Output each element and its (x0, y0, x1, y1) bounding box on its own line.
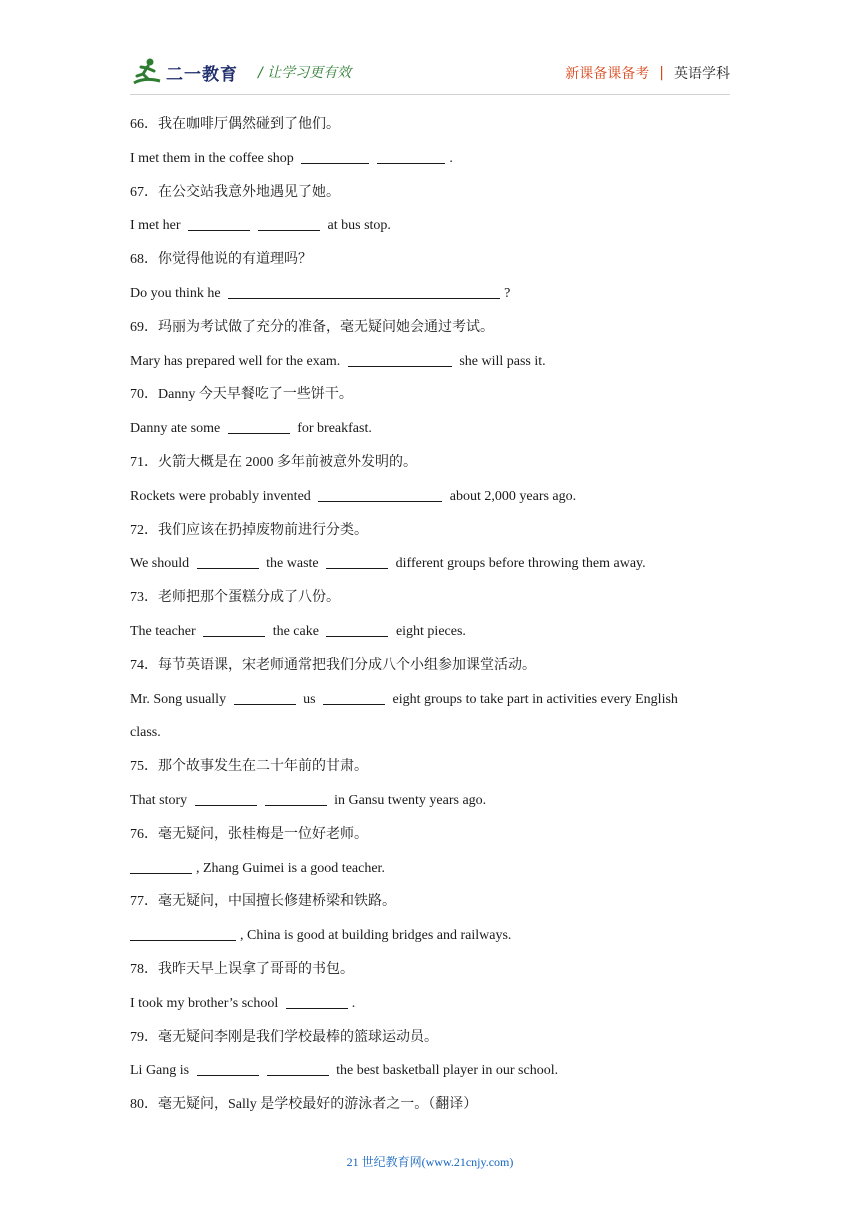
exercise-line (130, 480, 730, 514)
line-text: Do you think he (130, 285, 225, 301)
line-text: . (449, 150, 453, 166)
exercise-line (130, 615, 730, 649)
subject-label: 英语学科 (674, 66, 730, 82)
series-label: 新课备课备考 (565, 66, 650, 82)
line-text: about 2,000 years ago. (446, 488, 577, 504)
answer-blank[interactable] (286, 992, 348, 1009)
line-text: the best basketball player in our school. (332, 1063, 559, 1079)
answer-blank[interactable] (265, 789, 327, 806)
line-text: 66．我在咖啡厅偶然碰到了他们。 (130, 117, 340, 132)
line-text: We should (130, 556, 193, 572)
line-text: eight groups to take part in activities every English (389, 691, 678, 707)
answer-blank[interactable] (326, 552, 388, 569)
answer-blank[interactable] (348, 350, 452, 367)
answer-blank[interactable] (377, 147, 445, 164)
page-footer: 21 世纪教育网(www.21cnjy.com) (346, 1155, 514, 1169)
answer-blank[interactable] (188, 214, 250, 231)
header-separator: | (659, 65, 664, 81)
exercise-line (130, 176, 730, 210)
answer-blank[interactable] (326, 620, 388, 637)
line-text: eight pieces. (392, 623, 466, 639)
line-text: 79．毫无疑问李刚是我们学校最棒的篮球运动员。 (130, 1029, 438, 1045)
answer-blank[interactable] (195, 789, 257, 806)
line-text: different groups before throwing them away. (392, 556, 646, 572)
line-text: Rockets were probably invented (130, 488, 315, 504)
exercise-list (130, 108, 730, 1122)
answer-blank[interactable] (267, 1059, 329, 1076)
line-text: 74．每节英语课，宋老师通常把我们分成八个小组参加课堂活动。 (130, 657, 536, 673)
line-text: 67．在公交站我意外地遇见了她。 (130, 184, 340, 200)
line-text: us (299, 691, 320, 707)
exercise-line (130, 649, 730, 683)
answer-blank[interactable] (301, 147, 369, 164)
line-text: ? (504, 285, 511, 301)
answer-blank[interactable] (318, 485, 442, 502)
exercise-line (130, 277, 730, 311)
exercise-line (130, 953, 730, 987)
exercise-line (130, 243, 730, 277)
exercise-line (130, 345, 730, 379)
exercise-line (130, 1021, 730, 1055)
line-text: 70．Danny 今天早餐吃了一些饼干。 (130, 387, 353, 403)
answer-blank[interactable] (228, 417, 290, 434)
line-text: 71．火箭大概是在 2000 多年前被意外发明的。 (130, 454, 417, 470)
exercise-line (130, 378, 730, 412)
line-text: 73．老师把那个蛋糕分成了八份。 (130, 590, 340, 606)
line-text: at bus stop. (324, 218, 391, 234)
exercise-line (130, 311, 730, 345)
line-text: , China is good at building bridges and railways. (240, 928, 512, 944)
exercise-line (130, 750, 730, 784)
logo (130, 56, 238, 88)
answer-blank[interactable] (234, 688, 296, 705)
line-text: Danny ate some (130, 421, 224, 437)
exercise-line (130, 885, 730, 919)
line-text: 72．我们应该在扔掉废物前进行分类。 (130, 522, 368, 538)
exercise-line (130, 446, 730, 480)
line-text: class. (130, 725, 161, 741)
exercise-line (130, 547, 730, 581)
answer-blank[interactable] (258, 214, 320, 231)
line-text: , Zhang Guimei is a good teacher. (196, 860, 385, 876)
line-text: Mary has prepared well for the exam. (130, 353, 344, 369)
exercise-line (130, 987, 730, 1021)
answer-blank[interactable] (228, 282, 500, 299)
line-text: 69．玛丽为考试做了充分的准备，毫无疑问她会通过考试。 (130, 319, 494, 335)
exercise-line (130, 716, 730, 750)
exercise-line (130, 852, 730, 886)
exercise-line (130, 919, 730, 953)
line-text: Li Gang is (130, 1063, 193, 1079)
answer-blank[interactable] (203, 620, 265, 637)
line-text: 68．你觉得他说的有道理吗？ (130, 252, 312, 268)
line-text: That story (130, 792, 191, 808)
exercise-line (130, 142, 730, 176)
slogan: / 让学习更有效 (258, 65, 352, 81)
running-man-icon (130, 57, 164, 87)
line-text: she will pass it. (455, 353, 546, 369)
line-text: The teacher (130, 623, 200, 639)
line-text: 75．那个故事发生在二十年前的甘肃。 (130, 759, 368, 775)
answer-blank[interactable] (130, 924, 236, 941)
line-text: the waste (262, 556, 323, 572)
exercise-line (130, 818, 730, 852)
exercise-line (130, 1088, 730, 1122)
answer-blank[interactable] (197, 1059, 259, 1076)
line-text: 80．毫无疑问，Sally 是学校最好的游泳者之一。（翻译） (130, 1097, 478, 1113)
answer-blank[interactable] (130, 857, 192, 874)
exercise-line (130, 1054, 730, 1088)
exercise-line (130, 514, 730, 548)
line-text: for breakfast. (293, 421, 372, 437)
line-text: 76．毫无疑问，张桂梅是一位好老师。 (130, 826, 368, 842)
answer-blank[interactable] (323, 688, 385, 705)
line-text: 78．我昨天早上误拿了哥哥的书包。 (130, 961, 354, 977)
line-text: 77．毫无疑问，中国擅长修建桥梁和铁路。 (130, 894, 396, 910)
header-divider (130, 94, 730, 95)
line-text: Mr. Song usually (130, 691, 230, 707)
line-text: I took my brother’s school (130, 995, 282, 1011)
logo-text: 二一教育 (166, 64, 238, 85)
line-text: . (351, 995, 356, 1011)
line-text: in Gansu twenty years ago. (330, 792, 487, 808)
exercise-line (130, 683, 730, 717)
line-text: I met them in the coffee shop (130, 150, 298, 166)
exercise-line (130, 108, 730, 142)
exercise-line (130, 581, 730, 615)
exercise-line (130, 412, 730, 446)
line-text: I met her (130, 218, 185, 234)
exercise-line (130, 784, 730, 818)
exercise-line (130, 209, 730, 243)
line-text: the cake (269, 623, 323, 639)
page-header (130, 56, 730, 92)
answer-blank[interactable] (197, 552, 259, 569)
header-right (565, 63, 730, 83)
